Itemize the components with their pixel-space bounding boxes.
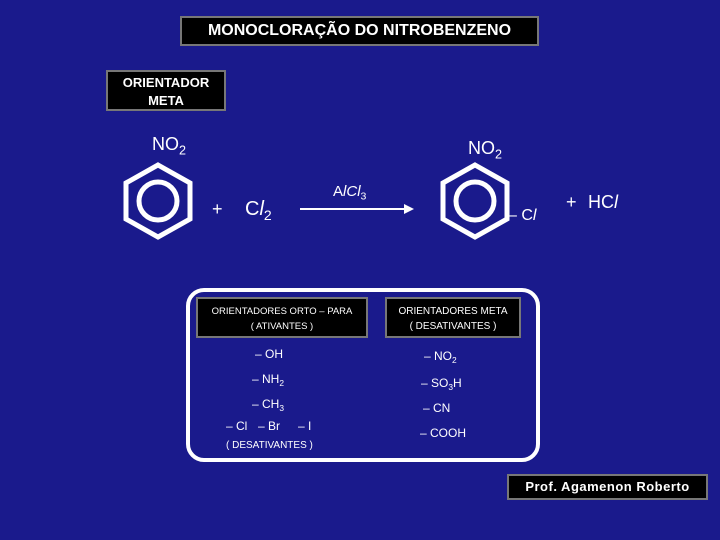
- group-nh2: – $NH_2$: [252, 372, 285, 388]
- group-ch3: – $CH_3$: [252, 397, 285, 413]
- orientador-line2: META: [148, 93, 184, 108]
- orientador-line1: ORIENTADOR: [122, 75, 210, 90]
- product-substituent: – Cl: [508, 207, 537, 224]
- no2-right-label: $NO_2$: [468, 138, 503, 162]
- catalyst-label: AlCl$_3$: [333, 183, 367, 203]
- group-no2: – $NO_2$: [424, 349, 457, 365]
- chlorine-reagent: $Cl_2$: [245, 198, 272, 223]
- title-text: MONOCLORAÇÃO DO NITROBENZENO: [207, 22, 512, 39]
- group-cl: – Cl: [226, 419, 248, 433]
- reaction-arrow: [300, 204, 414, 214]
- hcl-byproduct: HCl: [588, 192, 618, 212]
- group-cn: – CN: [423, 401, 451, 415]
- plus-sign-2: +: [566, 192, 577, 212]
- halogens-note: ( DESATIVANTES ): [226, 440, 313, 451]
- benzene-ring-right: [443, 165, 507, 237]
- no2-left-label: $NO_2$: [152, 134, 187, 158]
- group-cooh: – COOH: [420, 426, 467, 440]
- group-so3h: – $SO_3H$: [421, 376, 462, 392]
- plus-sign: +: [212, 199, 223, 219]
- group-oh: – OH: [255, 347, 284, 361]
- benzene-ring-left: [126, 165, 190, 237]
- ortho-para-header: ORIENTADORES ORTO – PARA ( ATIVANTES ): [196, 297, 368, 338]
- author-credit: Prof. Agamenon Roberto: [507, 474, 708, 500]
- meta-header: ORIENTADORES META ( DESATIVANTES ): [385, 297, 521, 338]
- group-i: – I: [298, 419, 312, 433]
- group-br: – Br: [258, 419, 281, 433]
